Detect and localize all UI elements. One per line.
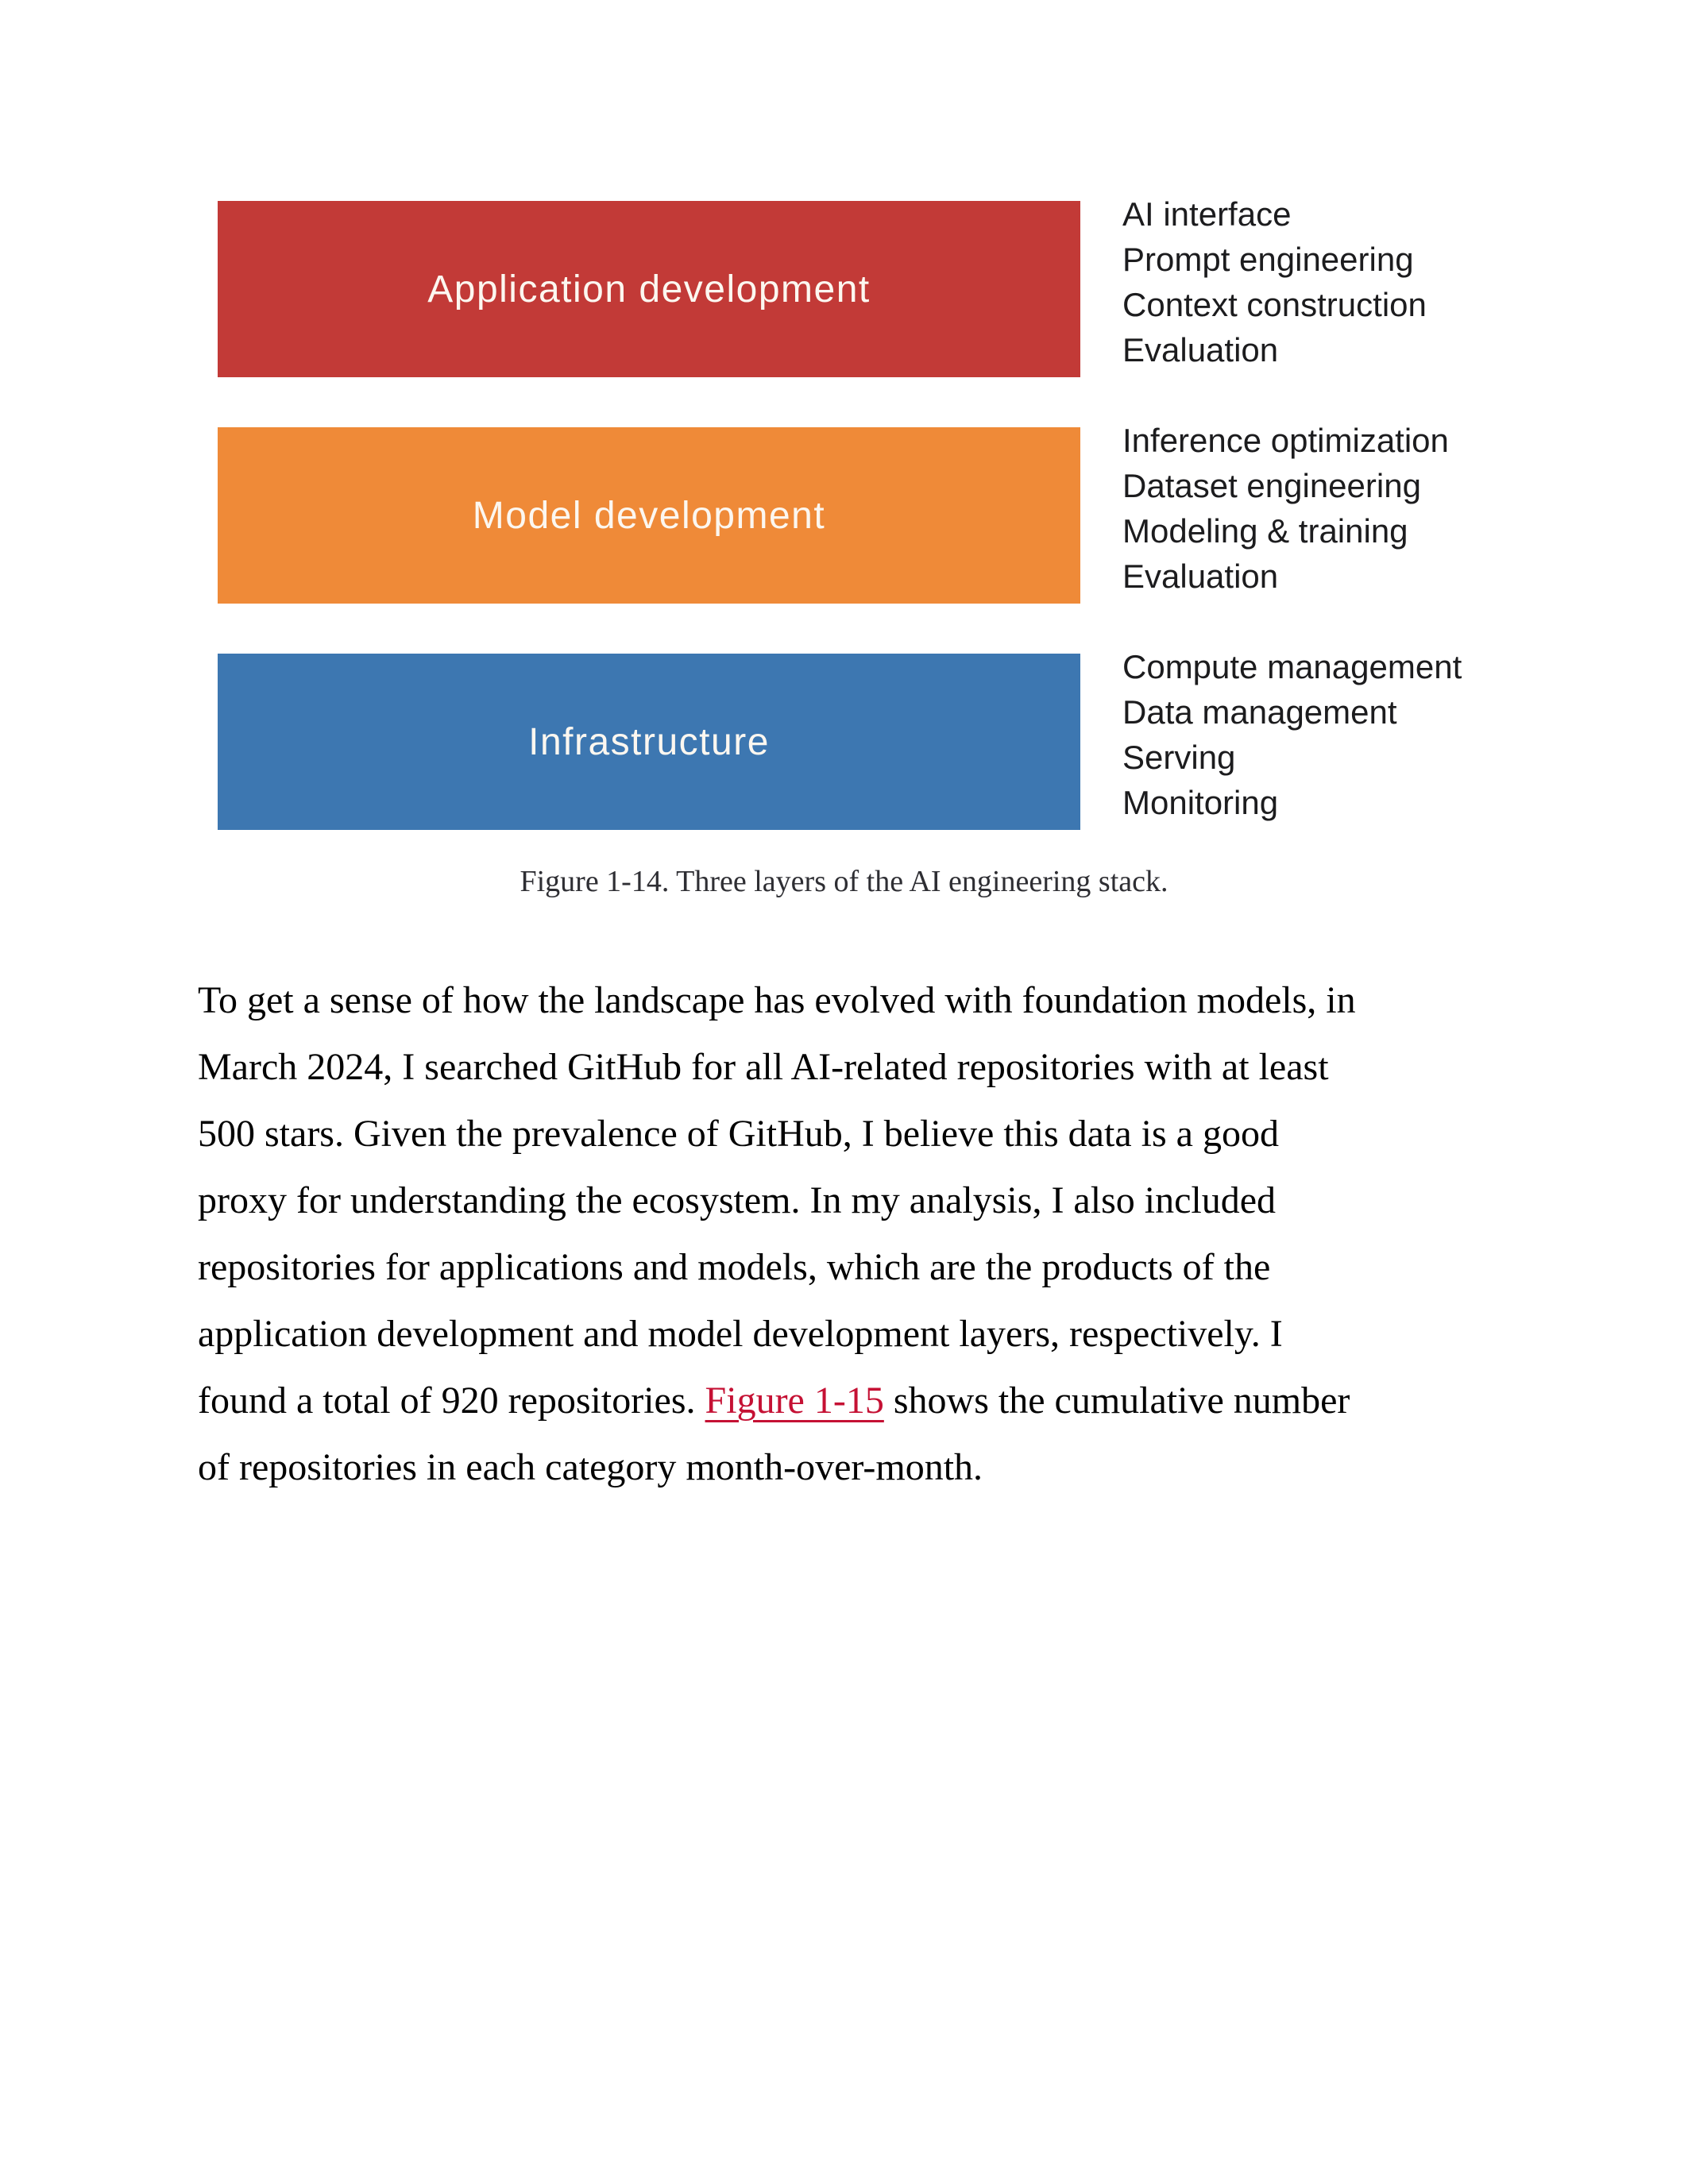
layer-box-infrastructure (218, 654, 1080, 830)
paragraph-line: March 2024, I searched GitHub for all AI-related repositories with at least (198, 1046, 1329, 1088)
layer-items-application-development (1122, 191, 1427, 372)
layer-item: Monitoring (1122, 784, 1279, 821)
layer-item: Modeling & training (1122, 512, 1408, 550)
layer-item: Inference optimization (1122, 422, 1449, 459)
paragraph-line: application development and model development layers, respectively. I (198, 1313, 1283, 1355)
paragraph-text: shows the cumulative number (883, 1379, 1350, 1422)
layer-item: Evaluation (1122, 558, 1279, 595)
paragraph-text: found a total of 920 repositories. (198, 1379, 705, 1422)
layer-item: Serving (1122, 739, 1236, 776)
layer-item: Data management (1122, 693, 1397, 731)
body-paragraph (198, 967, 1356, 1501)
layer-item: Evaluation (1122, 331, 1279, 369)
paragraph-line: repositories for applications and models, which are the products of the (198, 1246, 1271, 1288)
layer-label-application-development: Application development (427, 268, 871, 311)
paragraph-line-with-link (198, 1368, 1356, 1434)
layer-items-model-development (1122, 418, 1449, 599)
paragraph-line: of repositories in each category month-over-month. (198, 1446, 983, 1488)
paragraph-line: To get a sense of how the landscape has evolved with foundation models, in (198, 979, 1356, 1021)
layer-box-model-development (218, 427, 1080, 604)
paragraph-line: 500 stars. Given the prevalence of GitHub, I believe this data is a good (198, 1113, 1279, 1155)
layer-item: Prompt engineering (1122, 241, 1414, 278)
layer-label-infrastructure: Infrastructure (528, 720, 770, 763)
layer-item: AI interface (1122, 195, 1292, 233)
layer-label-model-development: Model development (472, 494, 826, 537)
layer-items-infrastructure (1122, 644, 1462, 825)
figure-1-15-link[interactable]: Figure 1-15 (705, 1379, 884, 1422)
figure-caption: Figure 1-14. Three layers of the AI engineering stack. (520, 865, 1168, 898)
layer-item: Compute management (1122, 648, 1462, 685)
layer-box-application-development (218, 201, 1080, 377)
layer-item: Dataset engineering (1122, 467, 1421, 504)
paragraph-line: proxy for understanding the ecosystem. In my analysis, I also included (198, 1179, 1277, 1221)
layer-item: Context construction (1122, 286, 1427, 323)
